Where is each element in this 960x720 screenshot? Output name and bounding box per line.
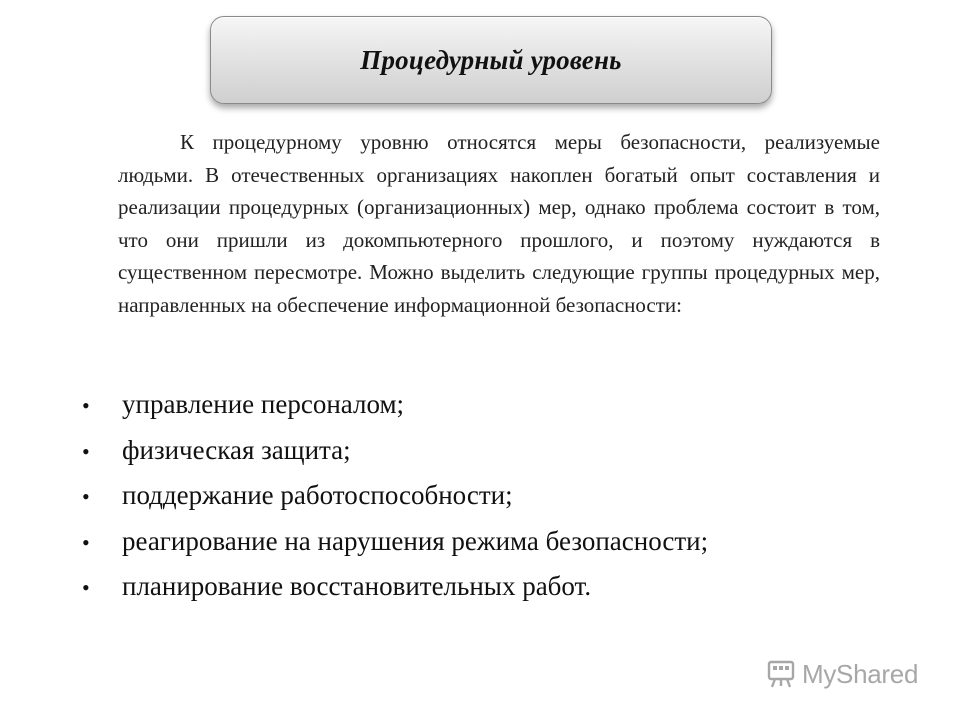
title-banner <box>210 16 772 104</box>
list-item-text: физическая защита; <box>122 434 351 465</box>
list-item <box>78 526 898 572</box>
measures-list <box>78 389 898 617</box>
intro-paragraph: К процедурному уровню относятся меры безопасности, реализуемые людьми. В отечественных организациях накоплен богатый опыт составления и реализации процедурных (организационных) мер, однако проблема состоит в том, что они пришли из докомпьютерного прошлого, и поэтому нуждаются в существенном пересмотре. Можно выделить следующие группы процедурных мер, направленных на обеспечение информационной безопасности: <box>118 130 880 317</box>
list-item <box>78 389 898 435</box>
list-item <box>78 571 898 617</box>
watermark <box>766 656 918 692</box>
myshared-logo-icon <box>766 658 796 690</box>
list-item-text: управление персоналом; <box>122 389 405 419</box>
page-title: Процедурный уровень <box>360 44 622 75</box>
list-item-text: реагирование на нарушения режима безопасности; <box>122 525 709 556</box>
list-item <box>78 480 898 526</box>
bullet-icon: • <box>82 484 90 509</box>
bullet-icon: • <box>82 529 90 555</box>
bullet-icon: • <box>82 393 90 418</box>
bullet-icon: • <box>82 438 90 464</box>
watermark-text: MyShared <box>802 658 919 689</box>
list-item-text: планирование восстановительных работ. <box>122 571 592 601</box>
list-item <box>78 435 898 481</box>
list-item-text: поддержание работоспособности; <box>122 480 513 510</box>
bullet-icon: • <box>82 575 90 600</box>
